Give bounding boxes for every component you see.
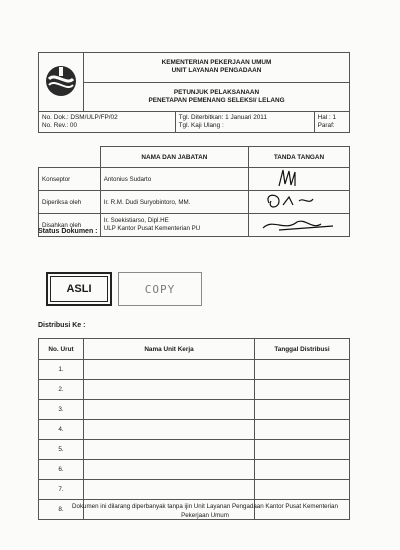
page-info — [314, 112, 349, 133]
signature — [249, 191, 350, 214]
date-column-header: Tanggal Distribusi — [255, 339, 350, 360]
role-label: Disahkan oleh — [39, 214, 101, 237]
distribution-table — [38, 338, 350, 520]
document-subject — [84, 82, 350, 112]
initial-label: Paraf: — [317, 122, 335, 129]
role-label: Konseptor — [39, 168, 101, 191]
ministry-name: KEMENTERIAN PEKERJAAN UMUM — [161, 59, 272, 67]
original-stamp-text: ASLI — [50, 276, 108, 302]
footer-note: Dokumen ini dilarang diperbanyak tanpa ijin Unit Layanan Pengadaan Kantor Pusat Kementerian Pekerjaan Umum — [72, 503, 338, 519]
signature-diperiksa-icon — [249, 191, 349, 211]
signature — [249, 168, 350, 191]
document-header — [38, 52, 350, 133]
review-date: Tgl. Kaji Ulang : — [178, 122, 224, 129]
distribution-label: Distribusi Ke : — [38, 322, 86, 329]
signer-name: Ir. R.M. Dudi Suryobintoro, MM. — [100, 191, 248, 214]
signer-name-block — [100, 214, 248, 237]
table-row: 2. — [39, 380, 350, 400]
document-dates — [175, 112, 314, 133]
page-number: Hal : 1 — [317, 114, 337, 121]
subject-title: PENETAPAN PEMENANG SELEKSI/ LELANG — [148, 96, 285, 104]
ministry-logo — [39, 53, 84, 112]
copy-stamp: COPY — [118, 272, 202, 306]
doc-number: No. Dok.: DSM/ULP/FP/02 — [42, 114, 118, 121]
signer-name: Antonius Sudarto — [100, 168, 248, 191]
table-row: 6. — [39, 460, 350, 480]
issued-date: Tgl. Diterbitkan: 1 Januari 2011 — [178, 114, 267, 121]
unit-column-header: Nama Unit Kerja — [84, 339, 255, 360]
ministry-title — [84, 53, 350, 83]
unit-name: UNIT LAYANAN PENGADAAN — [171, 67, 262, 75]
table-row: 8. — [39, 500, 350, 520]
document-numbers — [39, 112, 176, 133]
pu-logo-icon — [43, 63, 79, 99]
table-row: 7. — [39, 480, 350, 500]
signature-row — [39, 168, 350, 191]
signature-row — [39, 191, 350, 214]
signature-disahkan-icon — [249, 214, 349, 234]
original-stamp — [46, 272, 112, 306]
role-label: Diperiksa oleh — [39, 191, 101, 214]
table-row: 4. — [39, 420, 350, 440]
signature-konseptor-icon — [249, 168, 349, 188]
signature-column-header: TANDA TANGAN — [249, 147, 350, 168]
rev-number: No. Rev.: 00 — [42, 122, 78, 129]
signer-title: ULP Kantor Pusat Kementerian PU — [103, 225, 201, 232]
signature — [249, 214, 350, 237]
signer-name: Ir. Soekistiarso, Dipl.HE — [103, 217, 169, 224]
guide-title: PETUNJUK PELAKSANAAN — [173, 88, 260, 96]
table-row: 3. — [39, 400, 350, 420]
no-column-header: No. Urut — [39, 339, 84, 360]
table-row: 1. — [39, 360, 350, 380]
status-label: Status Dokumen : — [38, 228, 98, 235]
name-column-header: NAMA DAN JABATAN — [100, 147, 248, 168]
table-row: 5. — [39, 440, 350, 460]
signature-table — [38, 146, 350, 237]
